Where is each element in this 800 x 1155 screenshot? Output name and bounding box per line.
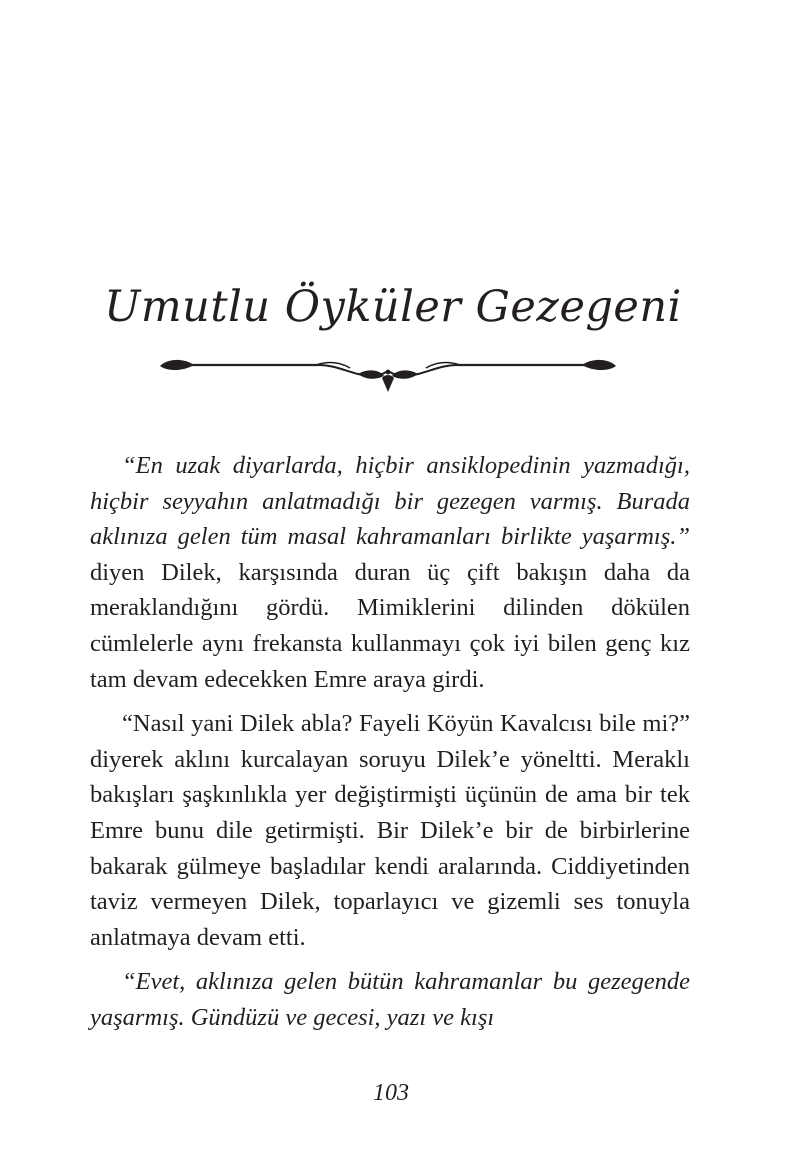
page-number: 103 xyxy=(373,1080,409,1106)
paragraph-2-text: “Nasıl yani Dilek abla? Fayeli Köyün Kavalcısı bile mi?” diyerek aklını kurcalayan soruyu Dilek’e yöneltti. Meraklı bakışları şaşkınlıkla yer değiştirmişti üçünün de ama bir tek Emre bunu dile getirmişti. Bir Dilek’e bir de birbirlerine bakarak gülmeye başladılar kendi aralarında. Ciddiyetinden taviz vermeyen Dilek, toparlayıcı ve gizemli ses tonuyla anlatmaya devam etti. xyxy=(90,710,690,951)
flourish-divider-icon xyxy=(158,352,618,400)
chapter-title: Umutlu Öyküler Gezegeni xyxy=(104,282,682,332)
paragraph-1 xyxy=(90,448,690,697)
paragraph-3-quote: “Evet, aklınıza gelen bütün kahramanlar bu gezegende yaşarmış. Gündüzü ve gecesi, yazı ve kışı xyxy=(90,968,690,1031)
paragraph-3 xyxy=(90,964,690,1035)
paragraph-1-quote: “En uzak diyarlarda, hiçbir ansiklopedinin yazmadığı, hiçbir seyyahın anlatmadığı bir gezegen varmış. Burada aklınıza gelen tüm masal kahramanları birlikte yaşarmış.” xyxy=(90,452,690,551)
paragraph-1-narration: diyen Dilek, karşısında duran üç çift bakışın daha da meraklandığını gördü. Mimiklerini dilinden dökülen cümlelerle aynı frekansta kullanmayı çok iyi bilen genç kız tam devam edecekken Emre araya girdi. xyxy=(90,558,690,693)
body-text xyxy=(90,448,690,1045)
paragraph-2 xyxy=(90,706,690,955)
